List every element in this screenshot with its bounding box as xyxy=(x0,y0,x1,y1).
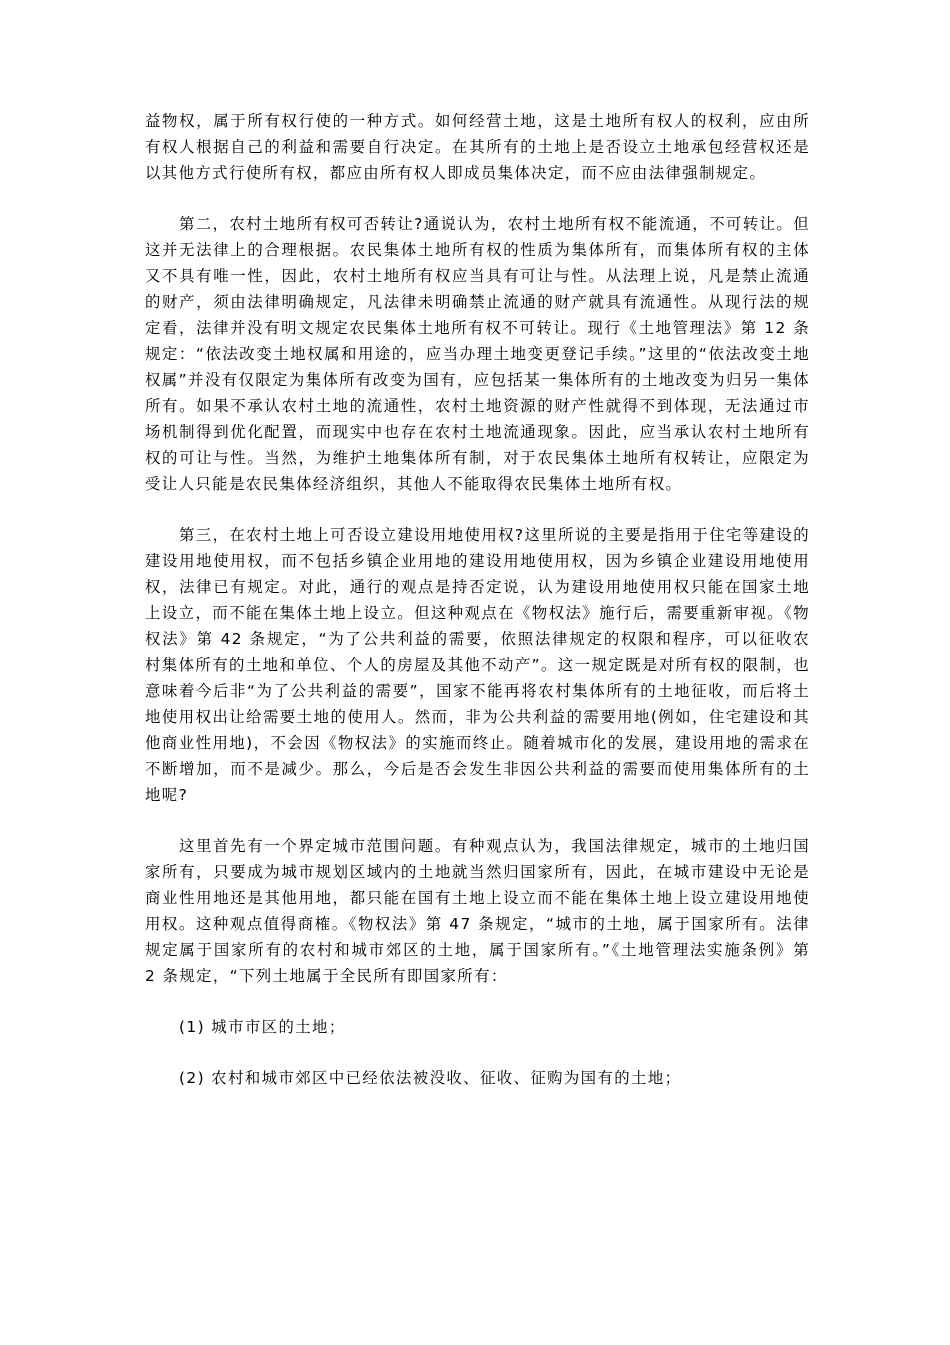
paragraph-4: 这里首先有一个界定城市范围问题。有种观点认为，我国法律规定，城市的土地归国家所有，只要成为城市规划区域内的土地就当然归国家所有，因此，在城市建设中无论是商业性用地还是其他用地，都只能在国有土地上设立而不能在集体土地上设立建设用地使用权。这种观点值得商榷。《物权法》第 47 条规定，“城市的土地，属于国家所有。法律规定属于国家所有的农村和城市郊区的土地，属于国家所有。”《土地管理法实施条例》第 2 条规定，“下列土地属于全民所有即国家所有： xyxy=(145,837,810,985)
paragraph-1: 益物权，属于所有权行使的一种方式。如何经营土地，这是土地所有权人的权利，应由所有权人根据自己的利益和需要自行决定。在其所有的土地上是否设立土地承包经营权还是以其他方式行使所有权，都应由所有权人即成员集体决定，而不应由法律强制规定。 xyxy=(145,112,810,182)
document-page xyxy=(145,108,810,1091)
list-item-2: (2) 农村和城市郊区中已经依法被没收、征收、征购为国有的土地； xyxy=(179,1069,682,1087)
paragraph-2: 第二，农村土地所有权可否转让?通说认为，农村土地所有权不能流通，不可转让。但这并无法律上的合理根据。农民集体土地所有权的性质为集体所有，而集体所有权的主体又不具有唯一性，因此，农村土地所有权应当具有可让与性。从法理上说，凡是禁止流通的财产，须由法律明确规定，凡法律未明确禁止流通的财产就具有流通性。从现行法的规定看，法律并没有明文规定农民集体土地所有权不可转让。现行《土地管理法》第 12 条规定：“依法改变土地权属和用途的，应当办理土地变更登记手续。”这里的“依法改变土地权属”并没有仅限定为集体所有改变为国有，应包括某一集体所有的土地改变为归另一集体所有。如果不承认农村土地的流通性，农村土地资源的财产性就得不到体现，无法通过市场机制得到优化配置，而现实中也存在农村土地流通现象。因此，应当承认农村土地所有权的可让与性。当然，为维护土地集体所有制，对于农民集体土地所有权转让，应限定为受让人只能是农民集体经济组织，其他人不能取得农民集体土地所有权。 xyxy=(145,215,810,493)
paragraph-3: 第三，在农村土地上可否设立建设用地使用权?这里所说的主要是指用于住宅等建设的建设用地使用权，而不包括乡镇企业用地的建设用地使用权，因为乡镇企业建设用地使用权，法律已有规定。对此，通行的观点是持否定说，认为建设用地使用权只能在国家土地上设立，而不能在集体土地上设立。但这种观点在《物权法》施行后，需要重新审视。《物权法》第 42 条规定，“为了公共利益的需要，依照法律规定的权限和程序，可以征收农村集体所有的土地和单位、个人的房屋及其他不动产”。这一规定既是对所有权的限制，也意味着今后非“为了公共利益的需要”，国家不能再将农村集体所有的土地征收，而后将土地使用权出让给需要土地的使用人。然而，非为公共利益的需要用地(例如，住宅建设和其他商业性用地)，不会因《物权法》的实施而终止。随着城市化的发展，建设用地的需求在不断增加，而不是减少。那么，今后是否会发生非因公共利益的需要而使用集体所有的土地呢? xyxy=(145,526,810,804)
list-item-1: (1) 城市市区的土地； xyxy=(179,1018,346,1036)
